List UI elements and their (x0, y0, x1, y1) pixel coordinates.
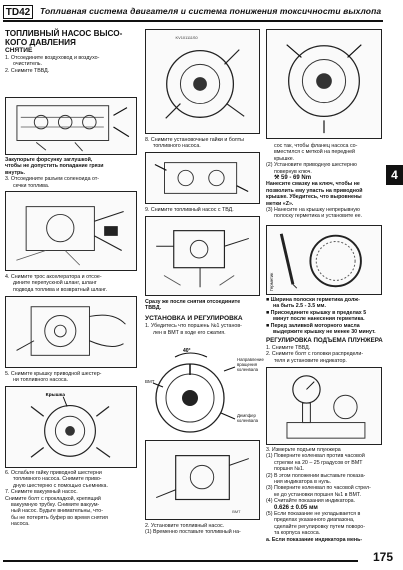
callout-line: Направление (237, 357, 264, 362)
text-line: (1) Временно поставьте топливный на- (145, 529, 241, 536)
subsection-title: СНЯТИЕ (5, 47, 33, 55)
text-line: пределах указанного диапазона, (274, 517, 355, 524)
pump-removal-diagram (146, 217, 259, 295)
warning-line: чтобы не допустить попадание грязи (5, 163, 104, 170)
figure-hoses (5, 296, 137, 368)
col1-step4 (5, 274, 137, 293)
pump-front-diagram (146, 30, 259, 133)
text-line: 3. Измерьте подъем плунжера (266, 447, 341, 453)
install-diagram (146, 441, 259, 519)
text-line: (3) Поверните коленвал по часовой стрел- (266, 485, 371, 492)
pump-diagram (6, 192, 136, 270)
col3-text-a (266, 143, 384, 220)
text-line: крышке. (274, 155, 295, 162)
bullet-line: минут после нанесения герметика. (273, 316, 365, 323)
section-title-line1: ТОПЛИВНЫЙ НАСОС ВЫСО- (5, 29, 123, 38)
warning-line: Сразу же после снятия отсоедините (145, 299, 241, 305)
text-line: очиститель. (13, 61, 43, 68)
figure-pump-front (145, 29, 260, 134)
figure-indicator (266, 367, 382, 445)
callout-line: коленвала (237, 367, 259, 372)
text-line: Снимите болт с прокладкой, крепящий (5, 495, 101, 502)
wrench-icon: ⚒ (274, 175, 282, 182)
sealant-diagram (267, 226, 381, 294)
figure-solenoid (5, 191, 137, 271)
figure-code: KV101111S0 (175, 34, 198, 40)
text-line: (2) В этом положении выставьте показа- (266, 472, 366, 479)
engine-diagram (6, 98, 136, 154)
gear-marks-diagram (267, 30, 381, 138)
text-line: дную шестерню с помощью съемника. (13, 482, 108, 489)
note-line: Нанесите смазку на ключ, чтобы не (266, 181, 360, 188)
text-line: ни топливного насоса. (13, 377, 69, 384)
sealant-label: Герметик (269, 272, 274, 291)
text-line: дините перепускной шланг, шланг (13, 280, 97, 287)
hose-diagram (6, 297, 136, 367)
section-title-line2: КОГО ДАВЛЕНИЯ (5, 38, 76, 48)
measurement-value: 0.626 ± 0.05 мм (274, 504, 318, 511)
text-line: 8. Снимите установочные гайки и болты (145, 137, 244, 143)
text-line: стрелки на 20 – 25 градусов от ВМТ (274, 459, 363, 466)
text-line: топливного насоса. (153, 143, 201, 150)
text-line: вместился с меткой на передней (274, 149, 356, 156)
text-line: 2. Снимите ТВВД. (5, 67, 50, 74)
text-line: 2. Снимите болт с головки распредели- (266, 351, 364, 358)
tdc-label: ВМТ (145, 379, 155, 384)
text-line: поршня №1. (274, 466, 305, 473)
text-line: (3) Нанесите на крышку непрерывную (266, 207, 360, 214)
bullet-line: на быть 2.5 - 3.5 мм. (273, 303, 326, 310)
text-line: 6. Ослабьте гайку приводной шестерни (5, 470, 102, 476)
section-title-install: УСТАНОВКА И РЕГУЛИРОВКА (145, 314, 243, 322)
callout-rotation (237, 357, 264, 372)
text-line: вакуумную трубку. Снимите вакуум- (11, 502, 100, 509)
text-line: топливного насоса. Снимите приво- (13, 476, 102, 483)
figure-sealant (266, 225, 382, 295)
col1-warn (5, 157, 137, 189)
text-line: (1) Поверните коленвал против часовой (266, 453, 365, 460)
text-line: ный насос. Будьте внимательны, что- (11, 508, 103, 515)
text-line: 9. Снимите топливный насос с ТВД. (145, 207, 234, 213)
text-line: 7. Снимите вакуумный насос. (5, 489, 78, 496)
text-line: 1. Отсоедините воздуховод и воздухо- (5, 54, 100, 61)
warning-line: ТВВД. (145, 305, 162, 312)
angle-label: 40° (183, 348, 191, 354)
bolts-diagram (146, 153, 259, 203)
section-title-plunger: РЕГУЛИРОВКА ПОДЪЕМА ПЛУНЖЕРА (266, 337, 383, 345)
col2-step9 (145, 207, 263, 213)
note-line: позволить ему упасть на приводной (266, 187, 363, 194)
col3-steps (266, 447, 384, 543)
torque-value: 59 - 69 Nm (281, 175, 312, 182)
text-line: а. Если показание индикатора мень- (266, 536, 363, 543)
bullet-line: ■ Перед заливкой моторного масла (266, 322, 360, 329)
text-line: 2. Установите топливный насос. (145, 523, 225, 529)
text-line: теля и установите индикатор. (274, 357, 347, 364)
col1-step5 (5, 371, 137, 384)
col3-bullets (266, 297, 384, 364)
figure-gear-marks (266, 29, 382, 139)
gear-cover-diagram (6, 387, 136, 467)
bullet-line: выдержите крышку не менее 30 минут. (273, 329, 376, 336)
text-line: насоса. (11, 521, 30, 528)
text-line: (4) Считайте показания индикатора. (266, 498, 356, 505)
text-line: повернув ключ. (274, 168, 312, 175)
callout-damper (237, 413, 258, 423)
text-line: (2) Установите приводную шестерню (266, 162, 357, 169)
bullet-text: Ширина полоски герметика долж- (270, 297, 360, 303)
warning-line: Закупорьте форсунку заглушкой, (5, 157, 93, 163)
text-line: подвода топлива и возвратный шланг. (13, 286, 107, 293)
text-line: 1. Убедитесь что поршень №1 установ- (145, 323, 242, 330)
warning-line: внутрь. (5, 169, 26, 176)
text-line: сос так, чтобы фланец насоса со- (274, 143, 358, 149)
text-line: сечки топлива. (13, 182, 50, 189)
text-line: ния индикатора в нуль. (274, 479, 332, 486)
text-line: 3. Отсоедините разъем соленоида от- (5, 176, 100, 183)
chapter-tab: 4 (386, 165, 403, 185)
figure-injector (5, 97, 137, 155)
indicator-diagram (267, 368, 381, 444)
page-number: 175 (372, 550, 393, 564)
figure-pump-removed (145, 216, 260, 296)
bullet-text: Присоедините крышку в пределах 5 (270, 309, 367, 316)
tdc-mark-label: ВМТ (232, 509, 241, 515)
callout-line: коленвала (237, 418, 259, 423)
model-tag: TD42 (3, 5, 33, 19)
callout-line: вращения (237, 362, 258, 367)
col1-intro (5, 29, 135, 74)
col2-step8 (145, 137, 263, 150)
text-line: полоску герметика и установите ее. (274, 213, 363, 220)
note-line: крышке. Убедитесь, что выровнены (266, 194, 362, 201)
text-line: 4. Снимите трос акселератора и отсое- (5, 274, 102, 280)
header-title: Топливная система двигателя и система понижения токсичности выхлопа (40, 6, 382, 16)
figure-cover (5, 386, 137, 468)
figure-crank-pulley (145, 343, 264, 438)
col2-warn (145, 299, 263, 336)
text-line: та корпуса насоса. (274, 530, 321, 537)
text-line: бы не потерять буфер во время снятия (11, 514, 108, 521)
text-line: 5. Снимите крышку приводной шестер- (5, 371, 102, 377)
note-line: метки «Z». (266, 200, 294, 207)
bullet-line: ■ Присоедините крышку в пределах 5 (266, 309, 367, 316)
fig-label: Крышка (45, 392, 65, 398)
figure-bolts (145, 152, 260, 204)
col2-step2 (145, 523, 263, 536)
text-line: 1. Снимите ТВВД. (266, 344, 311, 351)
bullet-text: Перед заливкой моторного масла (270, 322, 360, 329)
figure-pump-install (145, 440, 260, 520)
footer-rule (3, 560, 358, 562)
callout-line: Демпфер (237, 413, 256, 418)
bullet-line: ■ Ширина полоски герметика долж- (266, 297, 360, 303)
text-line: (5) Если показание не укладывается в (266, 511, 361, 518)
text-line: лен в ВМТ в ходе его сжатия. (153, 329, 226, 336)
col1-step6 (5, 470, 137, 528)
text-line: ке до установки поршня №1 в ВМТ. (274, 491, 362, 498)
text-line: сделайте регулировку путем поворо- (274, 523, 366, 530)
